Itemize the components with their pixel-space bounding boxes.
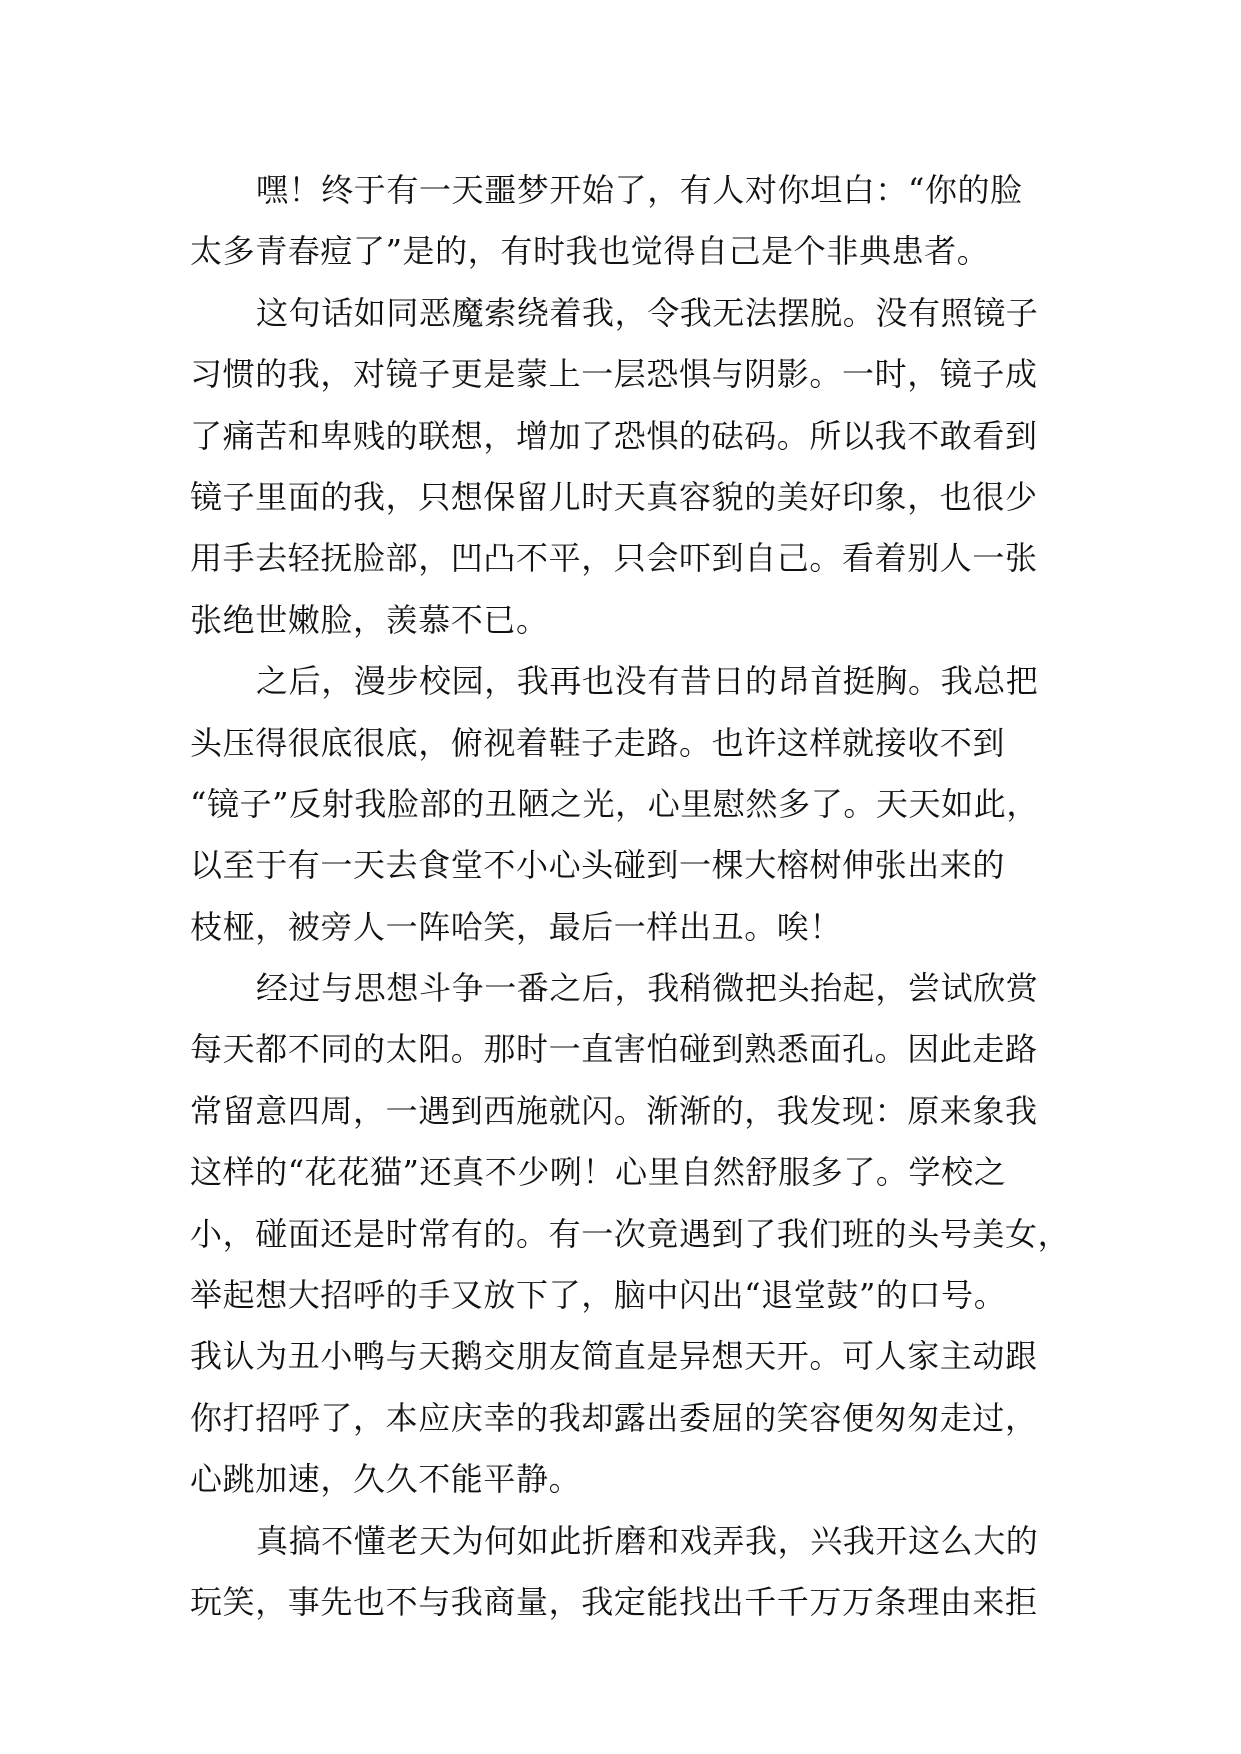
text-line: 头压得很底很底，俯视着鞋子走路。也许这样就接收不到: [190, 723, 1006, 762]
text-line: 心跳加速，久久不能平静。: [190, 1460, 582, 1499]
text-line: 你打招呼了，本应庆幸的我却露出委屈的笑容便匆匆走过，: [190, 1398, 1038, 1437]
text-line: 枝桠，被旁人一阵哈笑，最后一样出丑。唉！: [190, 907, 843, 946]
text-line: 这句话如同恶魔索绕着我，令我无法摆脱。没有照镜子: [256, 293, 1039, 332]
text-line: 太多青春痘了”是的，有时我也觉得自己是个非典患者。: [190, 232, 990, 271]
text-line: 玩笑，事先也不与我商量，我定能找出千千万万条理由来拒: [190, 1582, 1038, 1621]
text-line: 张绝世嫩脸，羡慕不已。: [190, 600, 549, 639]
text-line: 镜子里面的我，只想保留儿时天真容貌的美好印象，也很少: [190, 477, 1038, 516]
text-line: 以至于有一天去食堂不小心头碰到一棵大榕树伸张出来的: [190, 846, 1006, 885]
text-line: 这样的“花花猫”还真不少咧！心里自然舒服多了。学校之: [190, 1153, 1007, 1192]
text-line: 常留意四周，一遇到西施就闪。渐渐的，我发现：原来象我: [190, 1091, 1038, 1130]
text-line: 我认为丑小鸭与天鹅交朋友简直是异想天开。可人家主动跟: [190, 1337, 1038, 1376]
document-body: [190, 160, 1071, 1633]
text-line: 经过与思想斗争一番之后，我稍微把头抬起，尝试欣赏: [256, 969, 1039, 1008]
text-line: 了痛苦和卑贱的联想，增加了恐惧的砝码。所以我不敢看到: [190, 416, 1038, 455]
text-line: 用手去轻抚脸部，凹凸不平，只会吓到自己。看着别人一张: [190, 539, 1038, 578]
text-line: “镜子”反射我脸部的丑陋之光，心里慰然多了。天天如此，: [190, 784, 1039, 823]
text-line: 真搞不懂老天为何如此折磨和戏弄我，兴我开这么大的: [256, 1521, 1039, 1560]
text-line: 嘿！终于有一天噩梦开始了，有人对你坦白：“你的脸: [256, 171, 1023, 209]
text-line: 每天都不同的太阳。那时一直害怕碰到熟悉面孔。因此走路: [190, 1030, 1038, 1069]
text-line: 之后，漫步校园，我再也没有昔日的昂首挺胸。我总把: [256, 662, 1039, 701]
text-line: 习惯的我，对镜子更是蒙上一层恐惧与阴影。一时，镜子成: [190, 355, 1038, 394]
text-line: 举起想大招呼的手又放下了，脑中闪出“退堂鼓”的口号。: [190, 1276, 1007, 1315]
text-line: 小，碰面还是时常有的。有一次竟遇到了我们班的头号美女，: [190, 1214, 1071, 1253]
